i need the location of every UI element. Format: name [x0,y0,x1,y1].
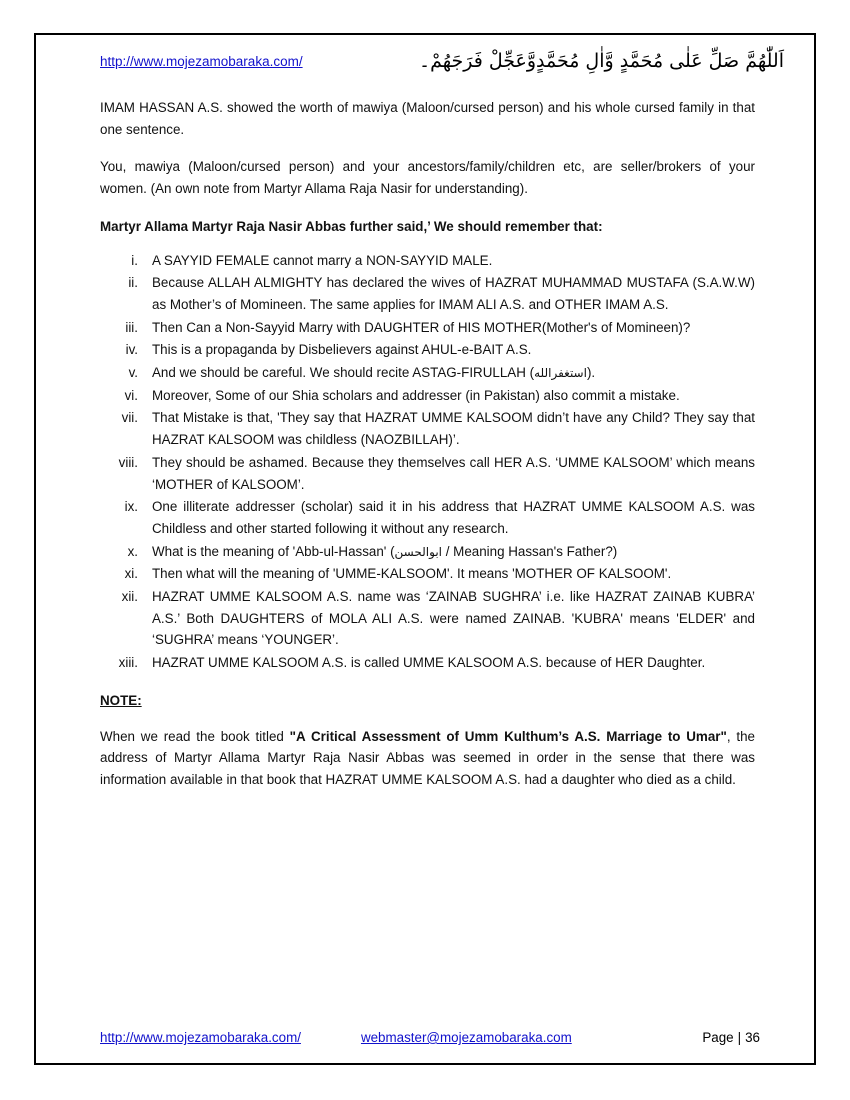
page-number-separator: | [737,1030,742,1045]
page-header [36,49,814,89]
list-item [100,541,755,563]
list-marker: xiii. [118,655,138,671]
page-number [702,1030,778,1045]
paragraph-mawiya-note: You, mawiya (Maloon/cursed person) and your ancestors/family/children etc, are seller/brokers of your women. (An own note from Martyr Allama Raja Nasir for understanding). [100,159,755,197]
header-salawat-arabic: اَللّٰهُمَّ صَلِّ عَلٰى مُحَمَّدٍ وَّاٰلِ مُحَمَّدٍوَّعَجِّلْ فَرَجَهُمْ۔ [418,50,784,72]
document-body [100,97,755,807]
list-lead-in: Martyr Allama Martyr Raja Nasir Abbas further said,’ We should remember that: [100,218,603,234]
list-marker: vii. [121,410,138,426]
list-item [100,362,755,384]
list-item-text: HAZRAT UMME KALSOOM A.S. is called UMME KALSOOM A.S. because of HER Daughter. [152,655,706,671]
list-marker: viii. [118,454,138,470]
list-item-text-before: And we should be careful. We should recite ASTAG-FIRULLAH ( [152,365,535,381]
list-item-text: This is a propaganda by Disbelievers against AHUL-e-BAIT A.S. [152,342,532,358]
paragraph-imam-hassan: IMAM HASSAN A.S. showed the worth of mawiya (Maloon/cursed person) and his whole cursed family in that one sentence. [100,100,755,137]
list-marker: i. [131,252,138,268]
list-item [100,250,755,272]
list-item-text-before: What is the meaning of 'Abb-ul-Hassan' ( [152,543,395,559]
list-item [100,407,755,450]
roman-numeral-list [100,250,755,674]
list-marker: vi. [124,387,138,403]
list-item-text: Moreover, Some of our Shia scholars and addresser (in Pakistan) also commit a mistake. [152,387,680,403]
list-item [100,563,755,585]
list-item-text: One illiterate addresser (scholar) said it in his address that HAZRAT UMME KALSOOM A.S. was Childless and other started following it without any research. [152,499,755,536]
list-item [100,339,755,361]
page-number-label: Page [702,1030,734,1045]
list-item-text [152,541,755,563]
list-item [100,385,755,407]
list-item-text: Then Can a Non-Sayyid Marry with DAUGHTER of HIS MOTHER(Mother's of Momineen)? [152,319,691,335]
list-item-text: Because ALLAH ALMIGHTY has declared the wives of HAZRAT MUHAMMAD MUSTAFA (S.A.W.W) as Mother’s of Momineen. The same applies for IMAM ALI A.S. and OTHER IMAM A.S. [152,275,755,312]
list-item [100,586,755,651]
page-number-value: 36 [745,1030,760,1045]
page-footer [36,1030,814,1045]
footer-site-link[interactable]: http://www.mojezamobaraka.com/ [100,1030,301,1045]
book-title: "A Critical Assessment of Umm Kulthum’s A.S. Marriage to Umar" [289,728,727,744]
list-item-text: They should be ashamed. Because they themselves call HER A.S. ‘UMME KALSOOM’ which means ‘MOTHER of KALSOOM’. [152,454,755,492]
header-site-link[interactable]: http://www.mojezamobaraka.com/ [100,54,303,69]
list-item [100,272,755,315]
list-item-text-after: / Meaning Hassan's Father?) [442,543,618,559]
note-paragraph [100,726,755,791]
arabic-astaghfirullah: استغفرالله [534,366,587,381]
footer-email-link[interactable]: webmaster@mojezamobaraka.com [360,1030,572,1045]
list-item-text-after: ). [586,365,596,381]
list-marker: iv. [125,342,138,358]
note-text-after: , the address of Martyr Allama Martyr Raja Nasir Abbas was seemed in order in the sense that there was information available in that book that HAZRAT UMME KALSOOM A.S. had a daughter who died as a child. [100,728,755,787]
list-item-text: Then what will the meaning of 'UMME-KALSOOM'. It means 'MOTHER OF KALSOOM'. [152,566,672,582]
list-marker: x. [127,543,138,559]
list-item [100,317,755,339]
note-text-before: When we read the book titled [100,728,290,744]
list-item-text: A SAYYID FEMALE cannot marry a NON-SAYYID MALE. [152,252,493,268]
list-marker: v. [128,365,138,381]
list-item [100,652,755,674]
arabic-abul-hassan: ابوالحسن [394,544,442,559]
list-marker: iii. [125,319,138,335]
list-item-text [152,362,755,384]
list-item-text: HAZRAT UMME KALSOOM A.S. name was ‘ZAINAB SUGHRA’ i.e. like HAZRAT ZAINAB KUBRA’ A.S.’ Both DAUGHTERS of MOLA ALI A.S. were named ZAINAB. 'KUBRA' means 'ELDER' and ‘SUGHRA’ means ‘YOUNGER’. [152,589,755,648]
note-heading: NOTE: [100,692,142,708]
document-page [34,33,816,1065]
list-item-text: That Mistake is that, 'They say that HAZRAT UMME KALSOOM didn’t have any Child? They say that HAZRAT KALSOOM was childless (NAOZBILLAH)’. [152,410,755,448]
list-marker: xii. [121,589,138,605]
list-marker: xi. [124,566,138,582]
list-marker: ii. [128,275,138,291]
list-item [100,496,755,539]
list-item [100,452,755,495]
list-marker: ix. [124,499,138,515]
